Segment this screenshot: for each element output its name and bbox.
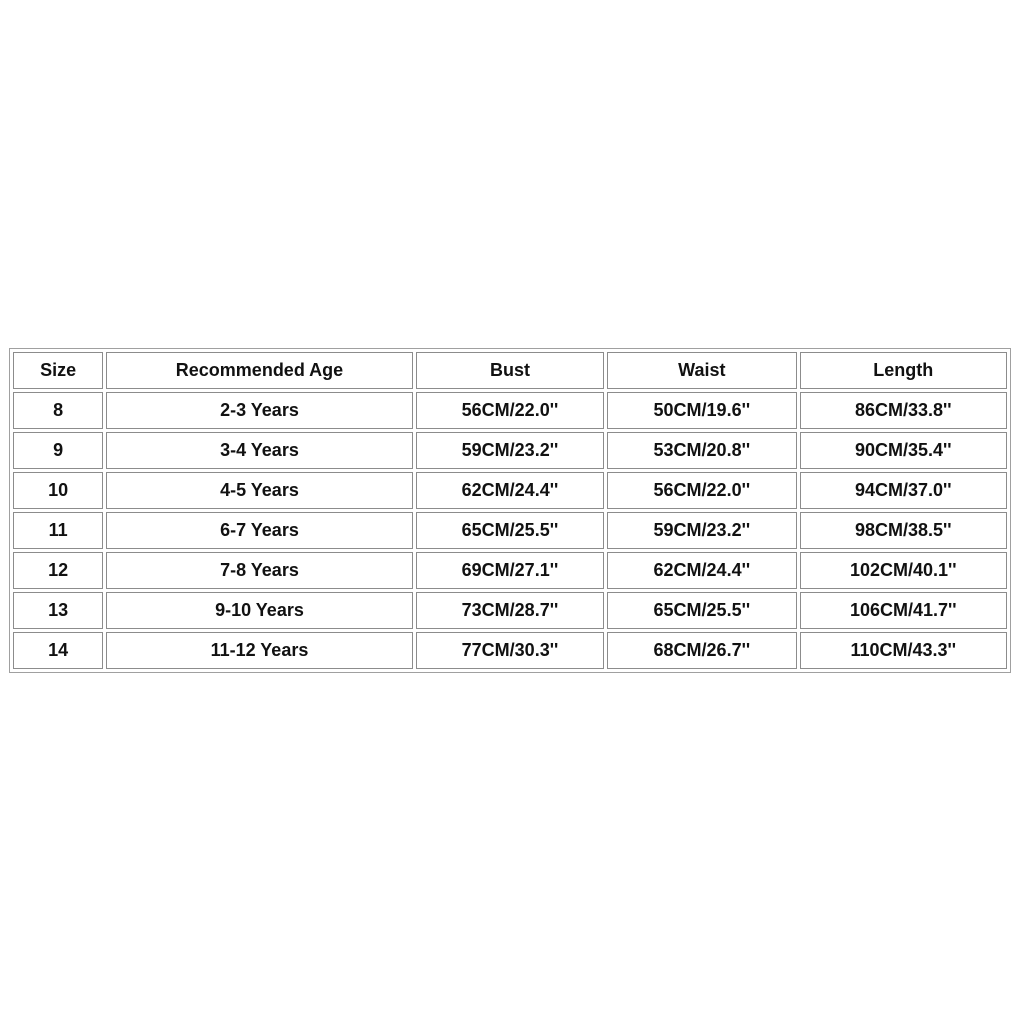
- cell-bust: 69CM/27.1'': [416, 552, 604, 589]
- cell-age: 4-5 Years: [106, 472, 413, 509]
- table-row: [13, 512, 1007, 549]
- cell-size: 12: [13, 552, 103, 589]
- cell-waist: 62CM/24.4'': [607, 552, 796, 589]
- cell-bust: 62CM/24.4'': [416, 472, 604, 509]
- cell-size: 11: [13, 512, 103, 549]
- table-row: [13, 632, 1007, 669]
- header-size: Size: [13, 352, 103, 389]
- table-row: [13, 592, 1007, 629]
- header-waist: Waist: [607, 352, 796, 389]
- cell-length: 102CM/40.1'': [800, 552, 1007, 589]
- cell-bust: 73CM/28.7'': [416, 592, 604, 629]
- cell-size: 14: [13, 632, 103, 669]
- cell-bust: 56CM/22.0'': [416, 392, 604, 429]
- cell-waist: 59CM/23.2'': [607, 512, 796, 549]
- header-length: Length: [800, 352, 1007, 389]
- cell-length: 98CM/38.5'': [800, 512, 1007, 549]
- cell-length: 86CM/33.8'': [800, 392, 1007, 429]
- header-row: [13, 352, 1007, 389]
- cell-age: 7-8 Years: [106, 552, 413, 589]
- cell-waist: 56CM/22.0'': [607, 472, 796, 509]
- cell-length: 94CM/37.0'': [800, 472, 1007, 509]
- header-bust: Bust: [416, 352, 604, 389]
- cell-waist: 53CM/20.8'': [607, 432, 796, 469]
- cell-age: 9-10 Years: [106, 592, 413, 629]
- cell-length: 106CM/41.7'': [800, 592, 1007, 629]
- table-row: [13, 392, 1007, 429]
- cell-age: 11-12 Years: [106, 632, 413, 669]
- cell-bust: 77CM/30.3'': [416, 632, 604, 669]
- table-row: [13, 472, 1007, 509]
- table-row: [13, 432, 1007, 469]
- cell-waist: 68CM/26.7'': [607, 632, 796, 669]
- size-chart: [9, 348, 1011, 673]
- cell-waist: 65CM/25.5'': [607, 592, 796, 629]
- cell-waist: 50CM/19.6'': [607, 392, 796, 429]
- cell-size: 8: [13, 392, 103, 429]
- cell-age: 3-4 Years: [106, 432, 413, 469]
- size-chart-table: [10, 349, 1010, 672]
- cell-bust: 65CM/25.5'': [416, 512, 604, 549]
- cell-size: 9: [13, 432, 103, 469]
- table-row: [13, 552, 1007, 589]
- cell-bust: 59CM/23.2'': [416, 432, 604, 469]
- cell-length: 90CM/35.4'': [800, 432, 1007, 469]
- header-recommended-age: Recommended Age: [106, 352, 413, 389]
- cell-size: 10: [13, 472, 103, 509]
- cell-length: 110CM/43.3'': [800, 632, 1007, 669]
- cell-age: 6-7 Years: [106, 512, 413, 549]
- cell-age: 2-3 Years: [106, 392, 413, 429]
- cell-size: 13: [13, 592, 103, 629]
